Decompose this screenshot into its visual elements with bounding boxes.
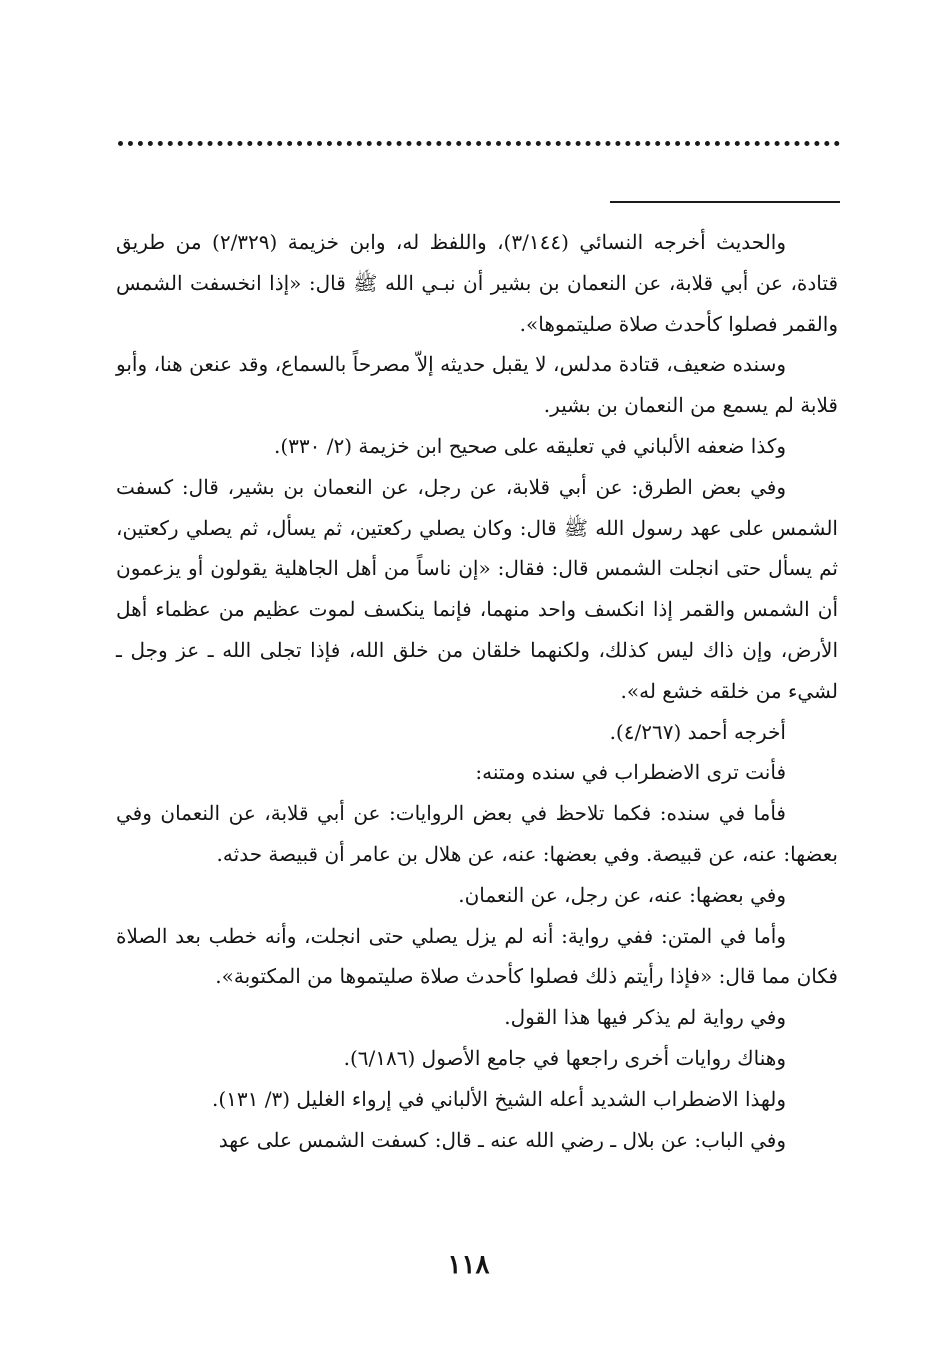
paragraph: وكذا ضعفه الألباني في تعليقه على صحيح ابن خزيمة (٢/ ٣٣٠). (273, 433, 786, 458)
paragraph: والحديث أخرجه النسائي (٣/١٤٤)، واللفظ له، وابن خزيمة (٢/٣٢٩) من طريق قتادة، عن أبي قلابة، عن النعمان بن بشير أن نبـي الله ﷺ قال: «إذا انخسفت الشمس والقمر فصلوا كأحدث صلاة صليتموها». (116, 230, 838, 336)
paragraph: أخرجه أحمد (٤/٢٦٧). (609, 719, 786, 744)
paragraph: وفي بعضها: عنه، عن رجل، عن النعمان. (458, 882, 786, 907)
paragraph: وفي بعض الطرق: عن أبي قلابة، عن رجل، عن النعمان بن بشير، قال: كسفت الشمس على عهد رسول الله ﷺ قال: وكان يصلي ركعتين، ثم يسأل، ثم يصلي ركعتين، ثم يسأل حتى انجلت الشمس قال: فقال: «إن ناساً من أهل الجاهلية يقولون أو يزعمون أن الشمس والقمر إذا انكسف واحد منهما، فإنما ينكسف لموت عظيم من عظماء أهل الأرض، وإن ذاك ليس كذلك، ولكنهما خلقان من خلق الله، فإذا تجلى الله ـ عز وجل ـ لشيء من خلقه خشع له». (116, 474, 838, 703)
paragraph: وفي رواية لم يذكر فيها هذا القول. (504, 1005, 786, 1030)
body-text (116, 222, 838, 1160)
paragraph: فأما في سنده: فكما تلاحظ في بعض الروايات: عن أبي قلابة، عن النعمان وفي بعضها: عنه، عن قبيصة. وفي بعضها: عنه، عن هلال بن عامر أن قبيصة حدثه. (116, 801, 838, 866)
dotted-separator (118, 141, 840, 146)
paragraph: وأما في المتن: ففي رواية: أنه لم يزل يصلي حتى انجلت، وأنه خطب بعد الصلاة فكان مما قال: «فإذا رأيتم ذلك فصلوا كأحدث صلاة صليتموها من المكتوبة». (116, 923, 838, 989)
paragraph: وفي الباب: عن بلال ـ رضي الله عنه ـ قال: كسفت الشمس على عهد (218, 1127, 786, 1152)
paragraph: ولهذا الاضطراب الشديد أعله الشيخ الألباني في إرواء الغليل (٣/ ١٣١). (212, 1086, 786, 1111)
paragraph: وسنده ضعيف، قتادة مدلس، لا يقبل حديثه إلاّ مصرحاً بالسماع، وقد عنعن هنا، وأبو قلابة لم يسمع من النعمان بن بشير. (116, 352, 838, 418)
paragraph: فأنت ترى الاضطراب في سنده ومتنه: (475, 760, 786, 785)
page-number: ١١٨ (447, 1250, 490, 1280)
paragraph: وهناك روايات أخرى راجعها في جامع الأصول (٦/١٨٦). (343, 1045, 786, 1070)
footnote-rule (610, 201, 840, 203)
